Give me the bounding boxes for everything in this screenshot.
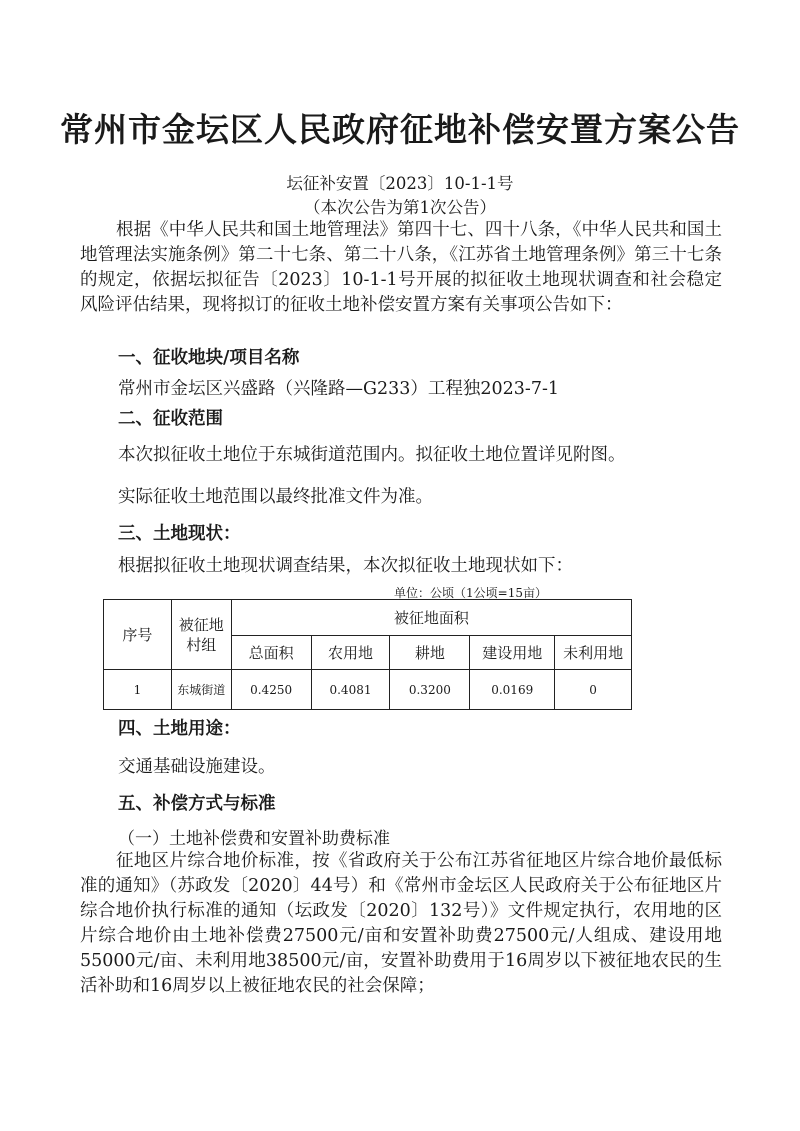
header-area-group: 被征地面积 xyxy=(231,600,631,636)
section-3-text: 根据拟征收土地现状调查结果，本次拟征收土地现状如下： xyxy=(118,556,573,576)
page-title: 常州市金坛区人民政府征地补偿安置方案公告 xyxy=(60,110,740,149)
table-row xyxy=(104,670,632,710)
header-seq: 序号 xyxy=(104,600,172,670)
cell-total-area: 0.4250 xyxy=(231,670,311,710)
document-number: 坛征补安置〔2023〕10-1-1号 xyxy=(286,174,514,193)
cell-seq: 1 xyxy=(104,670,172,710)
cell-farmland: 0.3200 xyxy=(390,670,470,710)
cell-construction-land: 0.0169 xyxy=(470,670,555,710)
cell-agricultural-land: 0.4081 xyxy=(311,670,390,710)
header-construction-land: 建设用地 xyxy=(470,636,555,670)
header-unused-land: 未利用地 xyxy=(555,636,632,670)
section-1-text: 常州市金坛区兴盛路（兴隆路—G233）工程独2023-7-1 xyxy=(118,379,560,399)
header-total-area: 总面积 xyxy=(231,636,311,670)
section-2-text-2: 实际征收土地范围以最终批准文件为准。 xyxy=(118,487,433,507)
table-unit-note: 单位：公顷（1公顷=15亩） xyxy=(394,586,547,600)
section-5-paragraph: 征地区片综合地价标准，按《省政府关于公布江苏省征地区片综合地价最低标准的通知》（苏政发〔2020〕44号）和《常州市金坛区人民政府关于公布征地区片综合地价执行标准的通知（坛政发〔2020〕132号）》文件规定执行，农用地的区片综合地价由土地补偿费27500元/亩和安置补助费27500元/人组成、建设用地55000元/亩、未利用地38500元/亩，安置补助费用于16周岁以下被征地农民的生活补助和16周岁以上被征地农民的社会保障； xyxy=(80,851,722,996)
section-2-heading: 二、征收范围 xyxy=(118,409,223,429)
header-agricultural-land: 农用地 xyxy=(311,636,390,670)
cell-village: 东城街道 xyxy=(171,670,231,710)
cell-unused-land: 0 xyxy=(555,670,632,710)
section-1-heading: 一、征收地块/项目名称 xyxy=(118,348,300,368)
section-5-subheading: （一）土地补偿费和安置补助费标准 xyxy=(118,829,390,849)
section-5-heading: 五、补偿方式与标准 xyxy=(118,794,276,814)
intro-paragraph: 根据《中华人民共和国土地管理法》第四十七、四十八条，《中华人民共和国土地管理法实施条例》第二十七条、第二十八条，《江苏省土地管理条例》第三十七条的规定，依据坛拟征告〔2023〕10-1-1号开展的拟征收土地现状调查和社会稳定风险评估结果，现将拟订的征收土地补偿安置方案有关事项公告如下： xyxy=(80,220,722,315)
section-4-heading: 四、土地用途： xyxy=(118,719,241,739)
land-status-table xyxy=(103,599,632,710)
header-farmland: 耕地 xyxy=(390,636,470,670)
header-village: 被征地村组 xyxy=(171,600,231,670)
section-2-text-1: 本次拟征收土地位于东城街道范围内。拟征收土地位置详见附图。 xyxy=(118,445,626,465)
section-4-text: 交通基础设施建设。 xyxy=(118,757,276,777)
section-3-heading: 三、土地现状： xyxy=(118,524,241,544)
notice-number: （本次公告为第1次公告） xyxy=(304,198,496,217)
